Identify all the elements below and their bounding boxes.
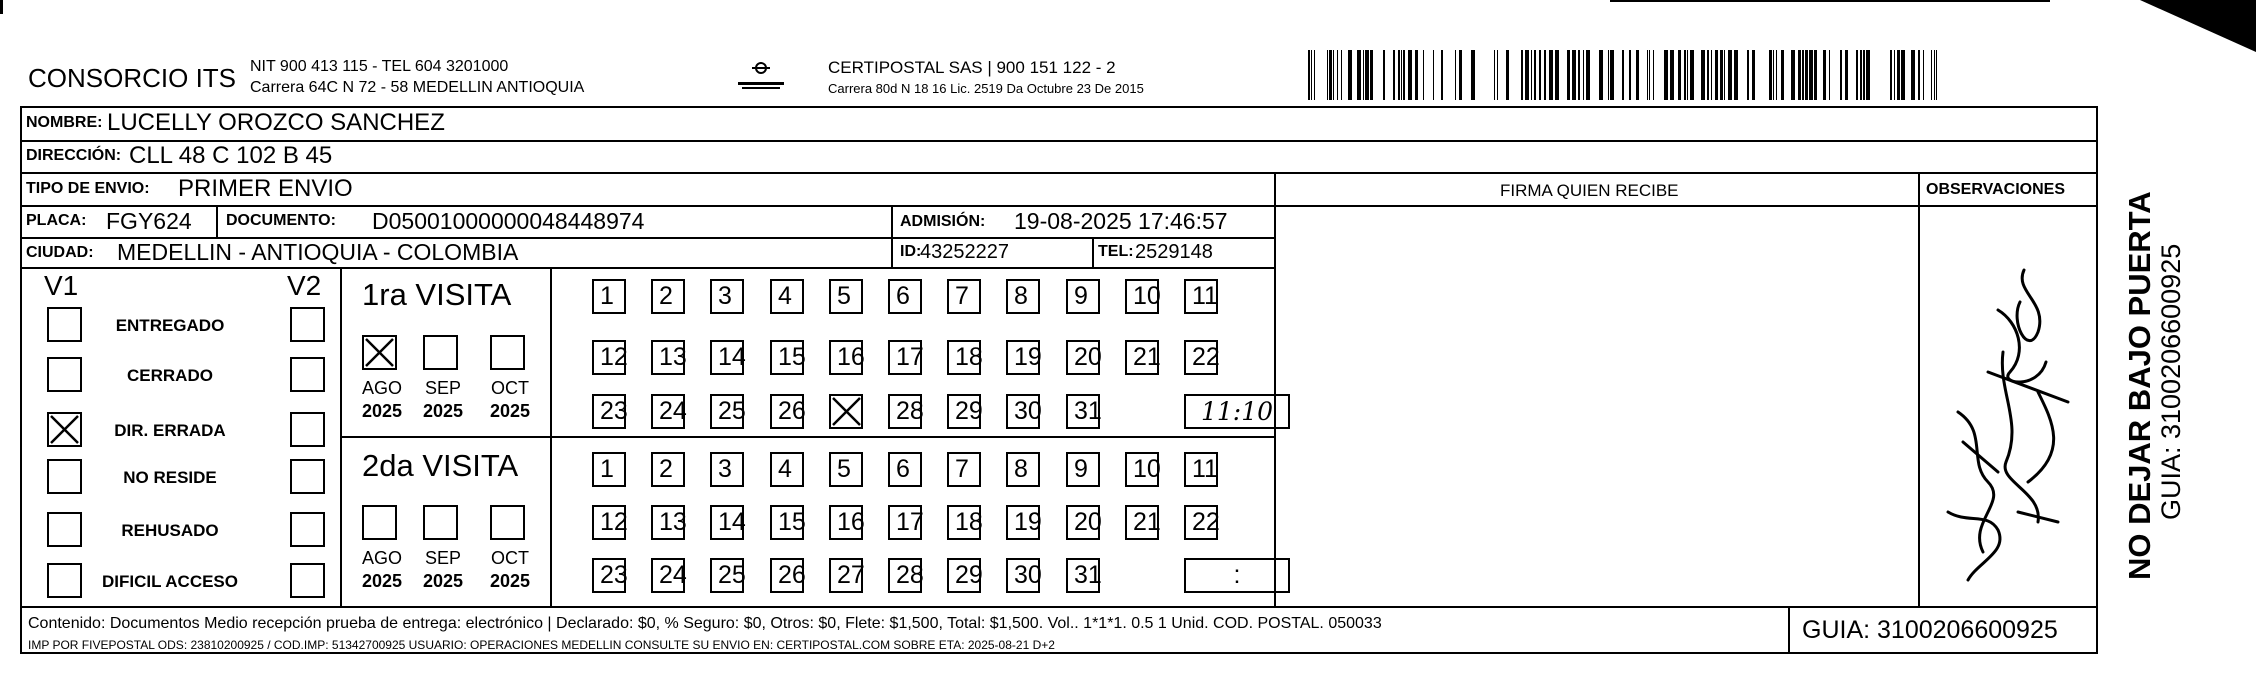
day-box[interactable]: 14 (710, 505, 744, 540)
day-box[interactable]: 1 (592, 452, 626, 487)
name-label: NOMBRE: (26, 114, 103, 131)
tel-value: 2529148 (1135, 241, 1213, 263)
year-label: 2025 (422, 571, 464, 591)
barcode-bar (1610, 50, 1614, 100)
barcode-bar (1890, 50, 1892, 100)
month-label: OCT (491, 378, 529, 398)
v2-checkbox[interactable] (290, 412, 325, 447)
barcode-bar (1866, 50, 1870, 100)
day-box[interactable]: 18 (947, 340, 981, 375)
first-visit-title: 1ra VISITA (362, 277, 512, 312)
barcode-bar (1441, 50, 1443, 100)
day-box[interactable]: 22 (1184, 340, 1218, 375)
day-box[interactable]: 21 (1125, 505, 1159, 540)
day-box[interactable]: 4 (770, 279, 804, 314)
barcode-bar (1497, 50, 1498, 100)
recipient-name: LUCELLY OROZCO SANCHEZ (107, 109, 445, 136)
status-label: DIR. ERRADA (114, 421, 226, 440)
month-checkbox[interactable] (490, 505, 525, 540)
day-box[interactable]: 31 (1066, 394, 1100, 429)
time-box[interactable]: : (1184, 558, 1290, 593)
barcode-bar (1455, 50, 1456, 100)
day-box[interactable]: 7 (947, 279, 981, 314)
barcode-bar (1599, 50, 1603, 100)
day-box[interactable]: 9 (1066, 452, 1100, 487)
barcode-bar (1549, 50, 1553, 100)
plate-value: FGY624 (106, 208, 192, 234)
barcode-bar (1539, 50, 1541, 100)
day-box[interactable] (829, 394, 863, 429)
rule (20, 267, 1274, 269)
day-box[interactable]: 29 (947, 558, 981, 593)
rule (1092, 237, 1094, 267)
barcode-bar (1649, 50, 1650, 100)
barcode-bar (1752, 50, 1755, 100)
day-box[interactable]: 2 (651, 279, 685, 314)
month-checkbox[interactable] (423, 335, 458, 370)
status-label: DIFICIL ACCESO (101, 572, 238, 591)
v1-header: V1 (44, 270, 79, 301)
side-warning: NO DEJAR BAJO PUERTA (2122, 191, 2157, 580)
day-box[interactable]: 3 (710, 279, 744, 314)
rule (20, 205, 2098, 207)
address-label: DIRECCIÓN: (26, 147, 122, 164)
barcode-bar (1398, 50, 1400, 100)
day-box[interactable]: 30 (1006, 558, 1040, 593)
barcode-bar (1311, 50, 1312, 100)
day-box[interactable]: 6 (888, 279, 922, 314)
rule (20, 606, 2098, 608)
time-box[interactable]: 11:10 (1184, 394, 1290, 429)
day-box[interactable]: 3 (710, 452, 744, 487)
day-box[interactable]: 4 (770, 452, 804, 487)
barcode-bar (1329, 50, 1332, 100)
day-box[interactable]: 5 (829, 452, 863, 487)
day-box[interactable]: 17 (888, 340, 922, 375)
day-box[interactable]: 25 (710, 394, 744, 429)
barcode-bar (1670, 50, 1674, 100)
barcode-bar (1567, 50, 1570, 100)
barcode-bar (1308, 50, 1310, 100)
city-value: MEDELLIN - ANTIOQUIA - COLOMBIA (117, 239, 519, 265)
rule (20, 172, 2098, 174)
barcode-bar (1664, 50, 1668, 100)
day-box[interactable]: 29 (947, 394, 981, 429)
v2-checkbox[interactable] (290, 563, 325, 598)
admission-label: ADMISIÓN: (900, 213, 986, 230)
day-box[interactable]: 17 (888, 505, 922, 540)
recipient-address: CLL 48 C 102 B 45 (129, 142, 333, 169)
day-box[interactable]: 28 (888, 558, 922, 593)
barcode-bar (1707, 50, 1709, 100)
rule (340, 436, 1274, 438)
year-label: 2025 (489, 401, 531, 421)
day-box[interactable]: 12 (592, 505, 626, 540)
day-box[interactable]: 13 (651, 505, 685, 540)
day-box[interactable]: 24 (651, 558, 685, 593)
month-label: AGO (361, 548, 402, 568)
day-box[interactable]: 2 (651, 452, 685, 487)
barcode-bar (1521, 50, 1523, 100)
barcode-bar (1918, 50, 1920, 100)
barcode-bar (1728, 50, 1732, 100)
status-label: ENTREGADO (115, 316, 225, 335)
day-box[interactable]: 8 (1006, 452, 1040, 487)
barcode-bar (1636, 50, 1639, 100)
barcode-bar (1494, 50, 1495, 100)
barcode-bar (1724, 50, 1725, 100)
v2-checkbox[interactable] (290, 307, 325, 342)
barcode-bar (1823, 50, 1826, 100)
scan-edge-corner (2140, 0, 2256, 52)
barcode-bar (1802, 50, 1804, 100)
day-box[interactable]: 20 (1066, 340, 1100, 375)
day-box[interactable]: 24 (651, 394, 685, 429)
barcode-bar (1734, 50, 1738, 100)
barcode-bar (1805, 50, 1808, 100)
month-checkbox[interactable] (362, 335, 397, 370)
month-checkbox[interactable] (490, 335, 525, 370)
day-box[interactable]: 8 (1006, 279, 1040, 314)
day-box[interactable]: 28 (888, 394, 922, 429)
id-label: ID: (900, 243, 922, 260)
side-guia: GUIA: 3100206600925 (2156, 243, 2186, 520)
barcode-bar (1715, 50, 1718, 100)
barcode-bar (1415, 50, 1418, 100)
barcode-bar (1829, 50, 1830, 100)
barcode-bar (1370, 50, 1373, 100)
barcode-bar (1863, 50, 1865, 100)
company-name: CONSORCIO ITS (28, 63, 237, 93)
barcode-bar (1781, 50, 1784, 100)
plate-label: PLACA: (26, 212, 87, 229)
barcode-bar (1423, 50, 1424, 100)
barcode-bar (1845, 50, 1848, 100)
barcode-bar (1923, 50, 1924, 100)
carrier-address: Carrera 80d N 18 16 Lic. 2519 Da Octubre 23 De 2015 (828, 81, 1144, 96)
id-value: 43252227 (920, 241, 1009, 263)
barcode-bar (1791, 50, 1795, 100)
barcode-bar (1534, 50, 1536, 100)
barcode-bar (1678, 50, 1681, 100)
recipient-signature (1928, 262, 2088, 592)
barcode-bar (1357, 50, 1361, 100)
day-box[interactable]: 13 (651, 340, 685, 375)
certipostal-logo (732, 58, 790, 92)
day-box[interactable]: 20 (1066, 505, 1100, 540)
footer-print-info: IMP POR FIVEPOSTAL ODS: 23810200925 / COD.IMP: 51342700925 USUARIO: OPERACIONES MEDELLIN CONSULTE SU ENVIO EN: CERTIPOSTAL.COM SOBRE ETA: 2025-08-21 D+2 (28, 638, 1055, 652)
barcode-bar (1701, 50, 1705, 100)
barcode-bars (1308, 50, 1944, 100)
v2-checkbox[interactable] (290, 357, 325, 392)
status-label: REHUSADO (121, 521, 219, 540)
barcode-bar (1403, 50, 1405, 100)
barcode-bar (1629, 50, 1631, 100)
barcode-bar (1383, 50, 1385, 100)
barcode-bar (1720, 50, 1723, 100)
barcode-bar (1341, 50, 1342, 100)
shipment-type: PRIMER ENVIO (178, 175, 353, 202)
barcode-bar (1459, 50, 1462, 100)
scan-edge-top (1610, 0, 2050, 2)
day-box[interactable]: 14 (710, 340, 744, 375)
day-box[interactable]: 23 (592, 558, 626, 593)
second-visit-title: 2da VISITA (362, 448, 519, 483)
barcode-bar (1572, 50, 1576, 100)
barcode-bar (1433, 50, 1434, 100)
observations-header: OBSERVACIONES (1926, 181, 2065, 198)
barcode-bar (1408, 50, 1412, 100)
status-label: NO RESIDE (123, 468, 217, 487)
footer-contents: Contenido: Documentos Medio recepción prueba de entrega: electrónico | Declarado: $0, % Seguro: $0, Otros: $0, Flete: $1,500, Total: $1,500. Vol.. 1*1*1. 0.5 1 Unid. COD. POSTAL. 050033 (28, 615, 1382, 632)
company-nit: NIT 900 413 115 - TEL 604 3201000 (250, 58, 509, 75)
barcode-bar (1608, 50, 1609, 100)
day-box[interactable]: 18 (947, 505, 981, 540)
day-box[interactable]: 11 (1184, 452, 1218, 487)
day-box[interactable]: 30 (1006, 394, 1040, 429)
day-box[interactable]: 16 (829, 340, 863, 375)
barcode-bar (1348, 50, 1352, 100)
barcode-bar (1401, 50, 1402, 100)
day-box[interactable]: 16 (829, 505, 863, 540)
day-box[interactable]: 23 (592, 394, 626, 429)
carrier-name: CERTIPOSTAL SAS | 900 151 122 - 2 (828, 58, 1116, 77)
barcode-bar (1798, 50, 1801, 100)
barcode-bar (1544, 50, 1546, 100)
barcode-bar (1471, 50, 1475, 100)
month-checkbox[interactable] (423, 505, 458, 540)
year-label: 2025 (422, 401, 464, 421)
barcode-bar (1555, 50, 1559, 100)
rule (891, 205, 893, 267)
barcode-bar (1531, 50, 1532, 100)
day-box[interactable]: 7 (947, 452, 981, 487)
day-box[interactable]: 5 (829, 279, 863, 314)
barcode-bar (1773, 50, 1774, 100)
barcode-bar (1337, 50, 1338, 100)
barcode-bar (1586, 50, 1590, 100)
month-label: SEP (424, 548, 462, 568)
day-box[interactable]: 1 (592, 279, 626, 314)
day-box[interactable]: 9 (1066, 279, 1100, 314)
document-label: DOCUMENTO: (226, 212, 336, 229)
barcode-bar (1901, 50, 1905, 100)
day-box[interactable]: 12 (592, 340, 626, 375)
barcode-bar (1583, 50, 1584, 100)
scan-edge-left (0, 0, 3, 14)
day-box[interactable]: 19 (1006, 505, 1040, 540)
barcode-bar (1690, 50, 1694, 100)
barcode-bar (1525, 50, 1529, 100)
company-address: Carrera 64C N 72 - 58 MEDELLIN ANTIOQUIA (250, 79, 585, 96)
day-box[interactable]: 6 (888, 452, 922, 487)
barcode-bar (1314, 50, 1315, 100)
barcode-bar (1856, 50, 1858, 100)
barcode-bar (1769, 50, 1772, 100)
rule (1918, 172, 1920, 606)
barcode-bar (1897, 50, 1900, 100)
v2-checkbox[interactable] (290, 512, 325, 547)
rule (1788, 606, 1790, 654)
admission-value: 19-08-2025 17:46:57 (1014, 208, 1228, 234)
barcode-bar (1578, 50, 1580, 100)
barcode (1308, 50, 1944, 100)
type-label: TIPO DE ENVIO: (26, 180, 150, 197)
day-box[interactable]: 11 (1184, 279, 1218, 314)
status-label: CERRADO (127, 366, 213, 385)
barcode-bar (1711, 50, 1712, 100)
day-box[interactable]: 26 (770, 558, 804, 593)
rule (1274, 172, 1276, 606)
barcode-bar (1506, 50, 1509, 100)
barcode-bar (1911, 50, 1915, 100)
city-label: CIUDAD: (26, 244, 94, 261)
barcode-bar (1840, 50, 1842, 100)
barcode-bar (1684, 50, 1686, 100)
month-label: OCT (491, 548, 529, 568)
barcode-bar (1931, 50, 1932, 100)
barcode-bar (1393, 50, 1395, 100)
year-label: 2025 (489, 571, 531, 591)
v2-checkbox[interactable] (290, 459, 325, 494)
month-checkbox[interactable] (362, 505, 397, 540)
day-box[interactable]: 15 (770, 340, 804, 375)
day-box[interactable]: 27 (829, 558, 863, 593)
day-box[interactable]: 26 (770, 394, 804, 429)
month-label: AGO (361, 378, 402, 398)
barcode-bar (1653, 50, 1654, 100)
day-box[interactable]: 10 (1125, 279, 1159, 314)
year-label: 2025 (361, 401, 403, 421)
day-box[interactable]: 10 (1125, 452, 1159, 487)
rule (216, 205, 218, 237)
barcode-bar (1687, 50, 1688, 100)
barcode-bar (1776, 50, 1777, 100)
barcode-bar (1860, 50, 1862, 100)
document-value: D05001000000048448974 (372, 208, 645, 234)
day-box[interactable]: 15 (770, 505, 804, 540)
month-label: SEP (424, 378, 462, 398)
signature-header: FIRMA QUIEN RECIBE (1500, 181, 1679, 200)
day-box[interactable]: 21 (1125, 340, 1159, 375)
day-box[interactable]: 25 (710, 558, 744, 593)
tel-label: TEL: (1098, 243, 1134, 260)
barcode-bar (1747, 50, 1749, 100)
day-box[interactable]: 31 (1066, 558, 1100, 593)
barcode-bar (1365, 50, 1369, 100)
barcode-bar (1894, 50, 1895, 100)
year-label: 2025 (361, 571, 403, 591)
barcode-bar (1809, 50, 1813, 100)
day-box[interactable]: 22 (1184, 505, 1218, 540)
barcode-bar (1327, 50, 1328, 100)
barcode-bar (1622, 50, 1624, 100)
barcode-bar (1363, 50, 1364, 100)
barcode-bar (1936, 50, 1937, 100)
barcode-bar (1647, 50, 1648, 100)
barcode-bar (1934, 50, 1935, 100)
footer-guia: GUIA: 3100206600925 (1802, 616, 2058, 644)
v2-header: V2 (287, 270, 322, 301)
day-box[interactable]: 19 (1006, 340, 1040, 375)
barcode-bar (1814, 50, 1817, 100)
barcode-bar (1333, 50, 1334, 100)
